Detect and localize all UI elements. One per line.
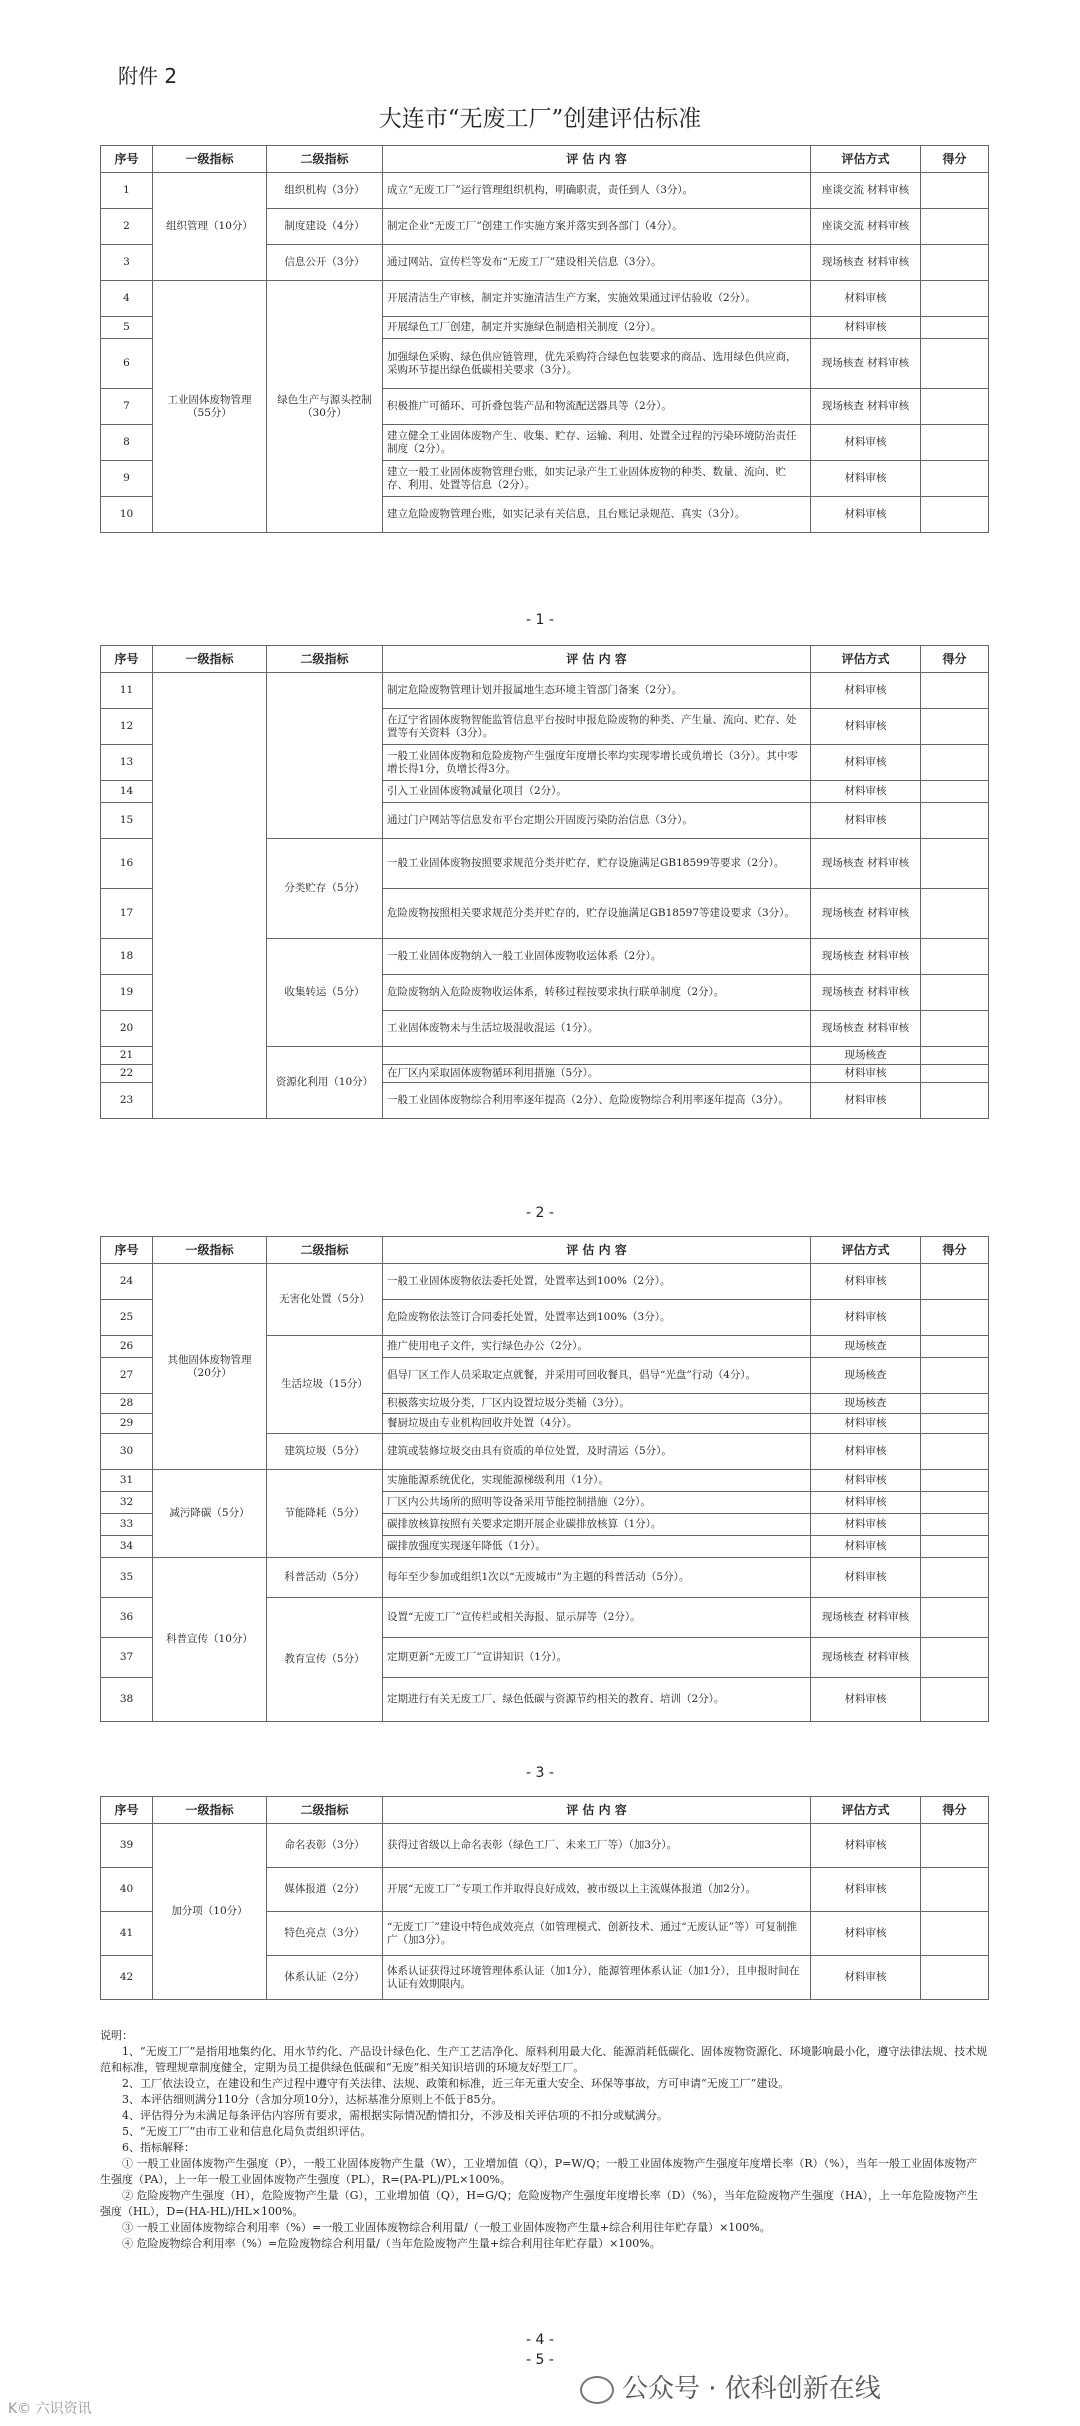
content-cell: 建筑或装修垃圾交由具有资质的单位处置，及时清运（5分）。: [383, 1434, 811, 1470]
row-number: 35: [101, 1558, 153, 1598]
content-cell: 在辽宁省固体废物智能监管信息平台按时申报危险废物的种类、产生量、流向、贮存、处置等有关资料（3分）。: [383, 709, 811, 745]
row-number: 22: [101, 1065, 153, 1083]
method-cell: 材料审核: [811, 781, 921, 803]
row-number: 38: [101, 1678, 153, 1722]
table-row: [101, 1824, 989, 1868]
header-level2: 二级指标: [267, 646, 383, 673]
score-cell: [921, 1300, 989, 1336]
method-cell: 材料审核: [811, 673, 921, 709]
method-cell: 材料审核: [811, 1470, 921, 1492]
row-number: 20: [101, 1011, 153, 1047]
content-cell: 制定企业“无废工厂”创建工作实施方案并落实到各部门（4分）。: [383, 209, 811, 245]
level2-cell: 特色亮点（3分）: [267, 1912, 383, 1956]
row-number: 9: [101, 461, 153, 497]
score-cell: [921, 1011, 989, 1047]
row-number: 16: [101, 839, 153, 889]
score-cell: [921, 339, 989, 389]
row-number: 26: [101, 1336, 153, 1358]
header-content: 评 估 内 容: [383, 646, 811, 673]
row-number: 19: [101, 975, 153, 1011]
level2-cell: 科普活动（5分）: [267, 1558, 383, 1598]
header-score: 得分: [921, 1797, 989, 1824]
score-cell: [921, 1065, 989, 1083]
score-cell: [921, 781, 989, 803]
header-method: 评估方式: [811, 1237, 921, 1264]
content-cell: 定期更新“无废工厂”宣讲知识（1分）。: [383, 1638, 811, 1678]
row-number: 8: [101, 425, 153, 461]
page-number: - 5 -: [526, 2352, 554, 2368]
criteria-table-page-1: [100, 145, 989, 533]
row-number: 32: [101, 1492, 153, 1514]
method-cell: 现场核查 材料审核: [811, 889, 921, 939]
method-cell: 材料审核: [811, 1492, 921, 1514]
score-cell: [921, 839, 989, 889]
level2-cell: 信息公开（3分）: [267, 245, 383, 281]
header-method: 评估方式: [811, 146, 921, 173]
content-cell: 体系认证获得过环境管理体系认证（加1分），能源管理体系认证（加1分），且申报时间在认证有效期限内。: [383, 1956, 811, 2000]
score-cell: [921, 281, 989, 317]
score-cell: [921, 317, 989, 339]
level2-cell: 教育宣传（5分）: [267, 1598, 383, 1722]
page-number: - 1 -: [526, 612, 554, 628]
level1-cell: 减污降碳（5分）: [153, 1470, 267, 1558]
score-cell: [921, 1868, 989, 1912]
row-number: 36: [101, 1598, 153, 1638]
level1-cell: 工业固体废物管理（55分）: [153, 281, 267, 533]
content-cell: 在厂区内采取固体废物循环利用措施（5分）。: [383, 1065, 811, 1083]
score-cell: [921, 173, 989, 209]
method-cell: 座谈交流 材料审核: [811, 173, 921, 209]
content-cell: 积极推广可循环、可折叠包装产品和物流配送器具等（2分）。: [383, 389, 811, 425]
table-row: [101, 173, 989, 209]
content-cell: 推广使用电子文件，实行绿色办公（2分）。: [383, 1336, 811, 1358]
header-no: 序号: [101, 146, 153, 173]
row-number: 29: [101, 1414, 153, 1434]
row-number: 12: [101, 709, 153, 745]
header-content: 评 估 内 容: [383, 1237, 811, 1264]
score-cell: [921, 245, 989, 281]
row-number: 37: [101, 1638, 153, 1678]
score-cell: [921, 975, 989, 1011]
note-item: 5、“无废工厂”由市工业和信息化局负责组织评估。: [122, 2125, 372, 2138]
score-cell: [921, 461, 989, 497]
method-cell: 材料审核: [811, 1514, 921, 1536]
method-cell: 材料审核: [811, 709, 921, 745]
score-cell: [921, 1047, 989, 1065]
content-cell: 一般工业固体废物依法委托处置，处置率达到100%（2分）。: [383, 1264, 811, 1300]
score-cell: [921, 1492, 989, 1514]
content-cell: 建立危险废物管理台账，如实记录有关信息，且台账记录规范、真实（3分）。: [383, 497, 811, 533]
method-cell: 现场核查 材料审核: [811, 939, 921, 975]
method-cell: 座谈交流 材料审核: [811, 209, 921, 245]
table-row: [101, 673, 989, 709]
score-cell: [921, 1358, 989, 1394]
header-content: 评 估 内 容: [383, 1797, 811, 1824]
level2-cell: 收集转运（5分）: [267, 939, 383, 1047]
level2-cell: 节能降耗（5分）: [267, 1470, 383, 1558]
score-cell: [921, 1536, 989, 1558]
row-number: 25: [101, 1300, 153, 1336]
level2-cell: 体系认证（2分）: [267, 1956, 383, 2000]
header-no: 序号: [101, 1797, 153, 1824]
row-number: 31: [101, 1470, 153, 1492]
header-level2: 二级指标: [267, 146, 383, 173]
method-cell: 现场核查: [811, 1336, 921, 1358]
score-cell: [921, 1956, 989, 2000]
criteria-table-page-2: [100, 645, 989, 1119]
score-cell: [921, 1598, 989, 1638]
method-cell: 材料审核: [811, 425, 921, 461]
content-cell: 碳排放强度实现逐年降低（1分）。: [383, 1536, 811, 1558]
row-number: 5: [101, 317, 153, 339]
content-cell: 危险废物纳入危险废物收运体系，转移过程按要求执行联单制度（2分）。: [383, 975, 811, 1011]
row-number: 33: [101, 1514, 153, 1536]
content-cell: 通过门户网站等信息发布平台定期公开固废污染防治信息（3分）。: [383, 803, 811, 839]
row-number: 27: [101, 1358, 153, 1394]
method-cell: 现场核查: [811, 1047, 921, 1065]
score-cell: [921, 803, 989, 839]
row-number: 17: [101, 889, 153, 939]
content-cell: 一般工业固体废物综合利用率逐年提高（2分）、危险废物综合利用率逐年提高（3分）。: [383, 1083, 811, 1119]
method-cell: 材料审核: [811, 745, 921, 781]
header-level1: 一级指标: [153, 146, 267, 173]
method-cell: 现场核查 材料审核: [811, 389, 921, 425]
method-cell: 材料审核: [811, 1868, 921, 1912]
header-score: 得分: [921, 646, 989, 673]
row-number: 2: [101, 209, 153, 245]
row-number: 11: [101, 673, 153, 709]
content-cell: 碳排放核算按照有关要求定期开展企业碳排放核算（1分）。: [383, 1514, 811, 1536]
row-number: 40: [101, 1868, 153, 1912]
method-cell: 材料审核: [811, 1558, 921, 1598]
row-number: 14: [101, 781, 153, 803]
table-row: [101, 1264, 989, 1300]
row-number: 42: [101, 1956, 153, 2000]
level2-cell: 绿色生产与源头控制（30分）: [267, 281, 383, 533]
method-cell: 现场核查: [811, 1394, 921, 1414]
note-item: 2、工厂依法设立，在建设和生产过程中遵守有关法律、法规、政策和标准，近三年无重大安全、环保等事故，方可申请“无废工厂”建设。: [122, 2077, 790, 2090]
row-number: 7: [101, 389, 153, 425]
note-item: 6、指标解释：: [122, 2141, 195, 2154]
score-cell: [921, 1514, 989, 1536]
score-cell: [921, 1264, 989, 1300]
method-cell: 材料审核: [811, 497, 921, 533]
row-number: 10: [101, 497, 153, 533]
page-number: - 2 -: [526, 1205, 554, 1221]
content-cell: 开展“无废工厂”专项工作并取得良好成效，被市级以上主流媒体报道（加2分）。: [383, 1868, 811, 1912]
score-cell: [921, 497, 989, 533]
method-cell: 材料审核: [811, 1414, 921, 1434]
row-number: 39: [101, 1824, 153, 1868]
level1-cell: 组织管理（10分）: [153, 173, 267, 281]
header-no: 序号: [101, 646, 153, 673]
score-cell: [921, 709, 989, 745]
score-cell: [921, 1678, 989, 1722]
header-score: 得分: [921, 146, 989, 173]
score-cell: [921, 425, 989, 461]
watermark-text: 公众号 · 依科创新在线: [622, 2374, 881, 2404]
score-cell: [921, 389, 989, 425]
level1-cell: 加分项（10分）: [153, 1824, 267, 2000]
level2-cell: 资源化利用（10分）: [267, 1047, 383, 1119]
content-cell: 开展清洁生产审核，制定并实施清洁生产方案，实施效果通过评估验收（2分）。: [383, 281, 811, 317]
score-cell: [921, 673, 989, 709]
content-cell: 积极落实垃圾分类，厂区内设置垃圾分类桶（3分）。: [383, 1394, 811, 1414]
content-cell: 每年至少参加或组织1次以“无废城市”为主题的科普活动（5分）。: [383, 1558, 811, 1598]
method-cell: 材料审核: [811, 1083, 921, 1119]
page-number: - 3 -: [526, 1765, 554, 1781]
level1-cell: [153, 673, 267, 1119]
content-cell: 定期进行有关无废工厂、绿色低碳与资源节约相关的教育、培训（2分）。: [383, 1678, 811, 1722]
method-cell: 材料审核: [811, 1956, 921, 2000]
method-cell: 材料审核: [811, 461, 921, 497]
header-score: 得分: [921, 1237, 989, 1264]
document-title: 大连市“无废工厂”创建评估标准: [378, 106, 702, 132]
content-cell: 实施能源系统优化，实现能源梯级利用（1分）。: [383, 1470, 811, 1492]
method-cell: 材料审核: [811, 1678, 921, 1722]
row-number: 1: [101, 173, 153, 209]
score-cell: [921, 889, 989, 939]
score-cell: [921, 1558, 989, 1598]
level1-cell: 其他固体废物管理（20分）: [153, 1264, 267, 1470]
method-cell: 现场核查 材料审核: [811, 1011, 921, 1047]
method-cell: 材料审核: [811, 803, 921, 839]
score-cell: [921, 745, 989, 781]
table-row: [101, 281, 989, 317]
method-cell: 现场核查 材料审核: [811, 1598, 921, 1638]
level2-cell: [267, 673, 383, 839]
score-cell: [921, 1470, 989, 1492]
row-number: 18: [101, 939, 153, 975]
header-level2: 二级指标: [267, 1797, 383, 1824]
method-cell: 现场核查 材料审核: [811, 1638, 921, 1678]
content-cell: 一般工业固体废物纳入一般工业固体废物收运体系（2分）。: [383, 939, 811, 975]
content-cell: 一般工业固体废物按照要求规范分类并贮存，贮存设施满足GB18599等要求（2分）。: [383, 839, 811, 889]
page-number: - 4 -: [526, 2332, 554, 2348]
header-level2: 二级指标: [267, 1237, 383, 1264]
row-number: 34: [101, 1536, 153, 1558]
content-cell: 厂区内公共场所的照明等设备采用节能控制措施（2分）。: [383, 1492, 811, 1514]
method-cell: 材料审核: [811, 1824, 921, 1868]
method-cell: 材料审核: [811, 1434, 921, 1470]
row-number: 3: [101, 245, 153, 281]
header-level1: 一级指标: [153, 1797, 267, 1824]
header-content: 评 估 内 容: [383, 146, 811, 173]
wechat-icon: [580, 2376, 614, 2404]
level2-cell: 无害化处置（5分）: [267, 1264, 383, 1336]
table-row: [101, 1470, 989, 1492]
method-cell: 现场核查 材料审核: [811, 245, 921, 281]
row-number: 13: [101, 745, 153, 781]
formula-item: ② 危险废物产生强度（H），危险废物产生量（G），工业增加值（Q），H=G/Q；危险废物产生强度年度增长率（D）（%），当年危险废物产生强度（HA），上一年危险废物产生强度（HL），D=(HA-HL)/HL×100%。: [100, 2189, 979, 2218]
method-cell: 材料审核: [811, 1536, 921, 1558]
formula-item: ④ 危险废物综合利用率（%）=危险废物综合利用量/（当年危险废物产生量+综合利用往年贮存量）×100%。: [122, 2237, 661, 2250]
header-level1: 一级指标: [153, 646, 267, 673]
content-cell: 餐厨垃圾由专业机构回收并处置（4分）。: [383, 1414, 811, 1434]
note-item: 3、本评估细则满分110分（含加分项10分），达标基准分原则上不低于85分。: [122, 2093, 503, 2106]
score-cell: [921, 1434, 989, 1470]
score-cell: [921, 1083, 989, 1119]
level2-cell: 组织机构（3分）: [267, 173, 383, 209]
row-number: 21: [101, 1047, 153, 1065]
row-number: 30: [101, 1434, 153, 1470]
formula-item: ① 一般工业固体废物产生强度（P），一般工业固体废物产生量（W），工业增加值（Q），P=W/Q；一般工业固体废物产生强度年度增长率（R）（%），当年一般工业固体废物产生强度（PA），上一年一般工业固体废物产生强度（PL），R=(PA-PL)/PL×100%。: [100, 2157, 978, 2186]
content-cell: 设置“无废工厂”宣传栏或相关海报、显示屏等（2分）。: [383, 1598, 811, 1638]
method-cell: 材料审核: [811, 1300, 921, 1336]
header-level1: 一级指标: [153, 1237, 267, 1264]
score-cell: [921, 1414, 989, 1434]
score-cell: [921, 1912, 989, 1956]
score-cell: [921, 209, 989, 245]
header-no: 序号: [101, 1237, 153, 1264]
level2-cell: 命名表彰（3分）: [267, 1824, 383, 1868]
notes-heading: 说明：: [100, 2029, 133, 2042]
header-method: 评估方式: [811, 1797, 921, 1824]
note-item: 1、“无废工厂”是指用地集约化、用水节约化、产品设计绿色化、生产工艺洁净化、原料利用最大化、能源消耗低碳化、固体废物资源化、环境影响最小化，遵守法律法规、技术规范和标准，管理规章制度健全，定期为员工提供绿色低碳和“无废”相关知识培训的环境友好型工厂。: [100, 2045, 988, 2074]
level1-cell: 科普宣传（10分）: [153, 1558, 267, 1722]
row-number: 24: [101, 1264, 153, 1300]
content-cell: 倡导厂区工作人员采取定点就餐，并采用可回收餐具，倡导“光盘”行动（4分）。: [383, 1358, 811, 1394]
content-cell: 工业固体废物未与生活垃圾混收混运（1分）。: [383, 1011, 811, 1047]
row-number: 4: [101, 281, 153, 317]
content-cell: 建立一般工业固体废物管理台账，如实记录产生工业固体废物的种类、数量、流向、贮存、利用、处置等信息（2分）。: [383, 461, 811, 497]
score-cell: [921, 1638, 989, 1678]
content-cell: 一般工业固体废物和危险废物产生强度年度增长率均实现零增长或负增长（3分）。其中零增长得1分，负增长得3分。: [383, 745, 811, 781]
method-cell: 材料审核: [811, 317, 921, 339]
annex-label: 附件 2: [118, 64, 178, 88]
level2-cell: 媒体报道（2分）: [267, 1868, 383, 1912]
method-cell: 材料审核: [811, 1264, 921, 1300]
note-item: 4、评估得分为未满足每条评估内容所有要求，需根据实际情况酌情扣分，不涉及相关评估项的不扣分或赋满分。: [122, 2109, 668, 2122]
row-number: 15: [101, 803, 153, 839]
method-cell: 材料审核: [811, 281, 921, 317]
content-cell: 成立“无废工厂”运行管理组织机构，明确职责，责任到人（3分）。: [383, 173, 811, 209]
method-cell: 现场核查 材料审核: [811, 839, 921, 889]
method-cell: 材料审核: [811, 1065, 921, 1083]
row-number: 6: [101, 339, 153, 389]
formula-item: ③ 一般工业固体废物综合利用率（%）=一般工业固体废物综合利用量/（一般工业固体废物产生量+综合利用往年贮存量）×100%。: [122, 2221, 771, 2234]
score-cell: [921, 939, 989, 975]
content-cell: [383, 1047, 811, 1065]
watermark-corner: K© 六识资讯: [8, 2401, 92, 2417]
level2-cell: 建筑垃圾（5分）: [267, 1434, 383, 1470]
content-cell: 开展绿色工厂创建，制定并实施绿色制造相关制度（2分）。: [383, 317, 811, 339]
content-cell: 危险废物按照相关要求规范分类并贮存的，贮存设施满足GB18597等建设要求（3分）。: [383, 889, 811, 939]
content-cell: 获得过省级以上命名表彰（绿色工厂、未来工厂等）（加3分）。: [383, 1824, 811, 1868]
header-method: 评估方式: [811, 646, 921, 673]
row-number: 41: [101, 1912, 153, 1956]
level2-cell: 分类贮存（5分）: [267, 839, 383, 939]
criteria-table-page-3: [100, 1236, 989, 1722]
level2-cell: 生活垃圾（15分）: [267, 1336, 383, 1434]
content-cell: “无废工厂”建设中特色成效亮点（如管理模式、创新技术、通过“无废认证”等）可复制推广（加3分）。: [383, 1912, 811, 1956]
method-cell: 材料审核: [811, 1912, 921, 1956]
criteria-table-page-4: [100, 1796, 989, 2000]
table-row: [101, 1558, 989, 1598]
method-cell: 现场核查: [811, 1358, 921, 1394]
method-cell: 现场核查 材料审核: [811, 975, 921, 1011]
content-cell: 制定危险废物管理计划并报属地生态环境主管部门备案（2分）。: [383, 673, 811, 709]
content-cell: 引入工业固体废物减量化项目（2分）。: [383, 781, 811, 803]
content-cell: 加强绿色采购、绿色供应链管理，优先采购符合绿色包装要求的商品、选用绿色供应商，采购环节提出绿色低碳相关要求（3分）。: [383, 339, 811, 389]
content-cell: 建立健全工业固体废物产生、收集、贮存、运输、利用、处置全过程的污染环境防治责任制度（2分）。: [383, 425, 811, 461]
level2-cell: 制度建设（4分）: [267, 209, 383, 245]
score-cell: [921, 1394, 989, 1414]
row-number: 23: [101, 1083, 153, 1119]
content-cell: 通过网站、宣传栏等发布“无废工厂”建设相关信息（3分）。: [383, 245, 811, 281]
method-cell: 现场核查 材料审核: [811, 339, 921, 389]
watermark: [580, 2368, 881, 2405]
score-cell: [921, 1336, 989, 1358]
score-cell: [921, 1824, 989, 1868]
content-cell: 危险废物依法签订合同委托处置，处置率达到100%（3分）。: [383, 1300, 811, 1336]
notes-section: [100, 2028, 988, 2252]
row-number: 28: [101, 1394, 153, 1414]
